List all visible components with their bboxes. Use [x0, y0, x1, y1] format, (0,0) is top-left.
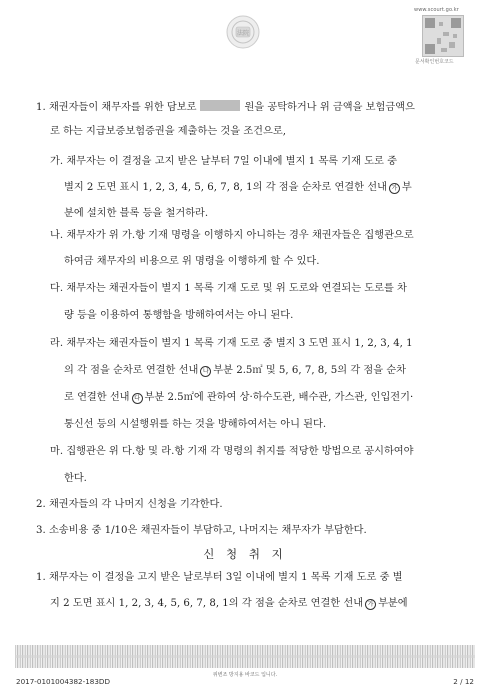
- qr-caption: 문서확인번호코드: [415, 59, 454, 65]
- circled-mark: 다: [132, 393, 143, 404]
- court-emblem-icon: [225, 14, 261, 50]
- item-ra-line-1: 라. 채무자는 채권자들이 별지 1 목록 기재 도로 중 별지 3 도면 표시 1, 2, 3, 4, 1: [50, 338, 413, 349]
- item-ra-line-4: 통신선 등의 시설행위를 하는 것을 방해하여서는 아니 된다.: [64, 419, 327, 430]
- item-na-line-1: 나. 채무자가 위 가.항 기재 명령을 이행하지 아니하는 경우 채권자들은 집행관으로: [50, 230, 414, 241]
- barcode-stripe: [15, 655, 475, 658]
- circled-mark: 나: [200, 366, 211, 377]
- item-da-line-1: 다. 채무자는 채권자들이 별지 1 목록 기재 도로 및 위 도로와 연결되는 도로를 차: [50, 283, 407, 294]
- item-ma-line-2: 한다.: [64, 473, 87, 484]
- item-ga-line-3: 분에 설치한 블록 등을 철거하라.: [64, 208, 209, 219]
- item-na-line-2: 하여금 채무자의 비용으로 위 명령을 이행하게 할 수 있다.: [64, 256, 320, 267]
- barcode-note: 위변조 방지용 바코드 입니다.: [212, 672, 278, 678]
- para-1-line-1: 1. 채권자들이 채무자를 위한 담보로 원을 공탁하거나 위 금액을 보험금액으: [36, 102, 415, 113]
- para-3: 3. 소송비용 중 1/10은 채권자들이 부담하고, 나머지는 채무자가 부담한다.: [36, 525, 367, 536]
- circled-mark: 가: [389, 183, 400, 194]
- page-number: 2 / 12: [453, 677, 474, 686]
- item-da-line-2: 량 등을 이용하여 통행함을 방해하여서는 아니 된다.: [64, 310, 294, 321]
- section-title: 신 청 취 지: [203, 547, 287, 561]
- svg-text:法院: 法院: [236, 30, 250, 37]
- item-ga-line-1: 가. 채무자는 이 결정을 고지 받은 날부터 7일 이내에 별지 1 목록 기재 도로 중: [50, 156, 397, 167]
- item-ma-line-1: 마. 집행관은 위 다.항 및 라.항 기재 각 명령의 취지를 적당한 방법으로 공시하여야: [50, 446, 414, 457]
- para-2: 2. 채권자들의 각 나머지 신청을 기각한다.: [36, 499, 223, 510]
- section-line-1: 1. 채무자는 이 결정을 고지 받은 날로부터 3일 이내에 별지 1 목록 기재 도로 중 별: [36, 572, 403, 583]
- redacted-amount: [200, 100, 240, 111]
- circled-mark: 가: [365, 599, 376, 610]
- item-ra-line-3: 로 연결한 선내 다 부분 2.5㎡에 관하여 상·하수도관, 배수관, 가스관, 인입전기·: [64, 392, 414, 403]
- qr-code: [422, 15, 464, 57]
- document-number: 2017-0101004382-183DD: [16, 677, 110, 686]
- court-url: www.scourt.go.kr: [414, 7, 459, 13]
- item-ga-line-2: 별지 2 도면 표시 1, 2, 3, 4, 5, 6, 7, 8, 1의 각 점을 순차로 연결한 선내 가 부: [64, 182, 412, 193]
- section-line-2: 지 2 도면 표시 1, 2, 3, 4, 5, 6, 7, 8, 1의 각 점을 순차로 연결한 선내 가 부분에: [50, 598, 408, 609]
- item-ra-line-2: 의 각 점을 순차로 연결한 선내 나 부분 2.5㎡ 및 5, 6, 7, 8, 5의 각 점을 순차: [64, 365, 406, 376]
- para-1-line-2: 로 하는 지급보증보험증권을 제출하는 것을 조건으로,: [50, 126, 286, 137]
